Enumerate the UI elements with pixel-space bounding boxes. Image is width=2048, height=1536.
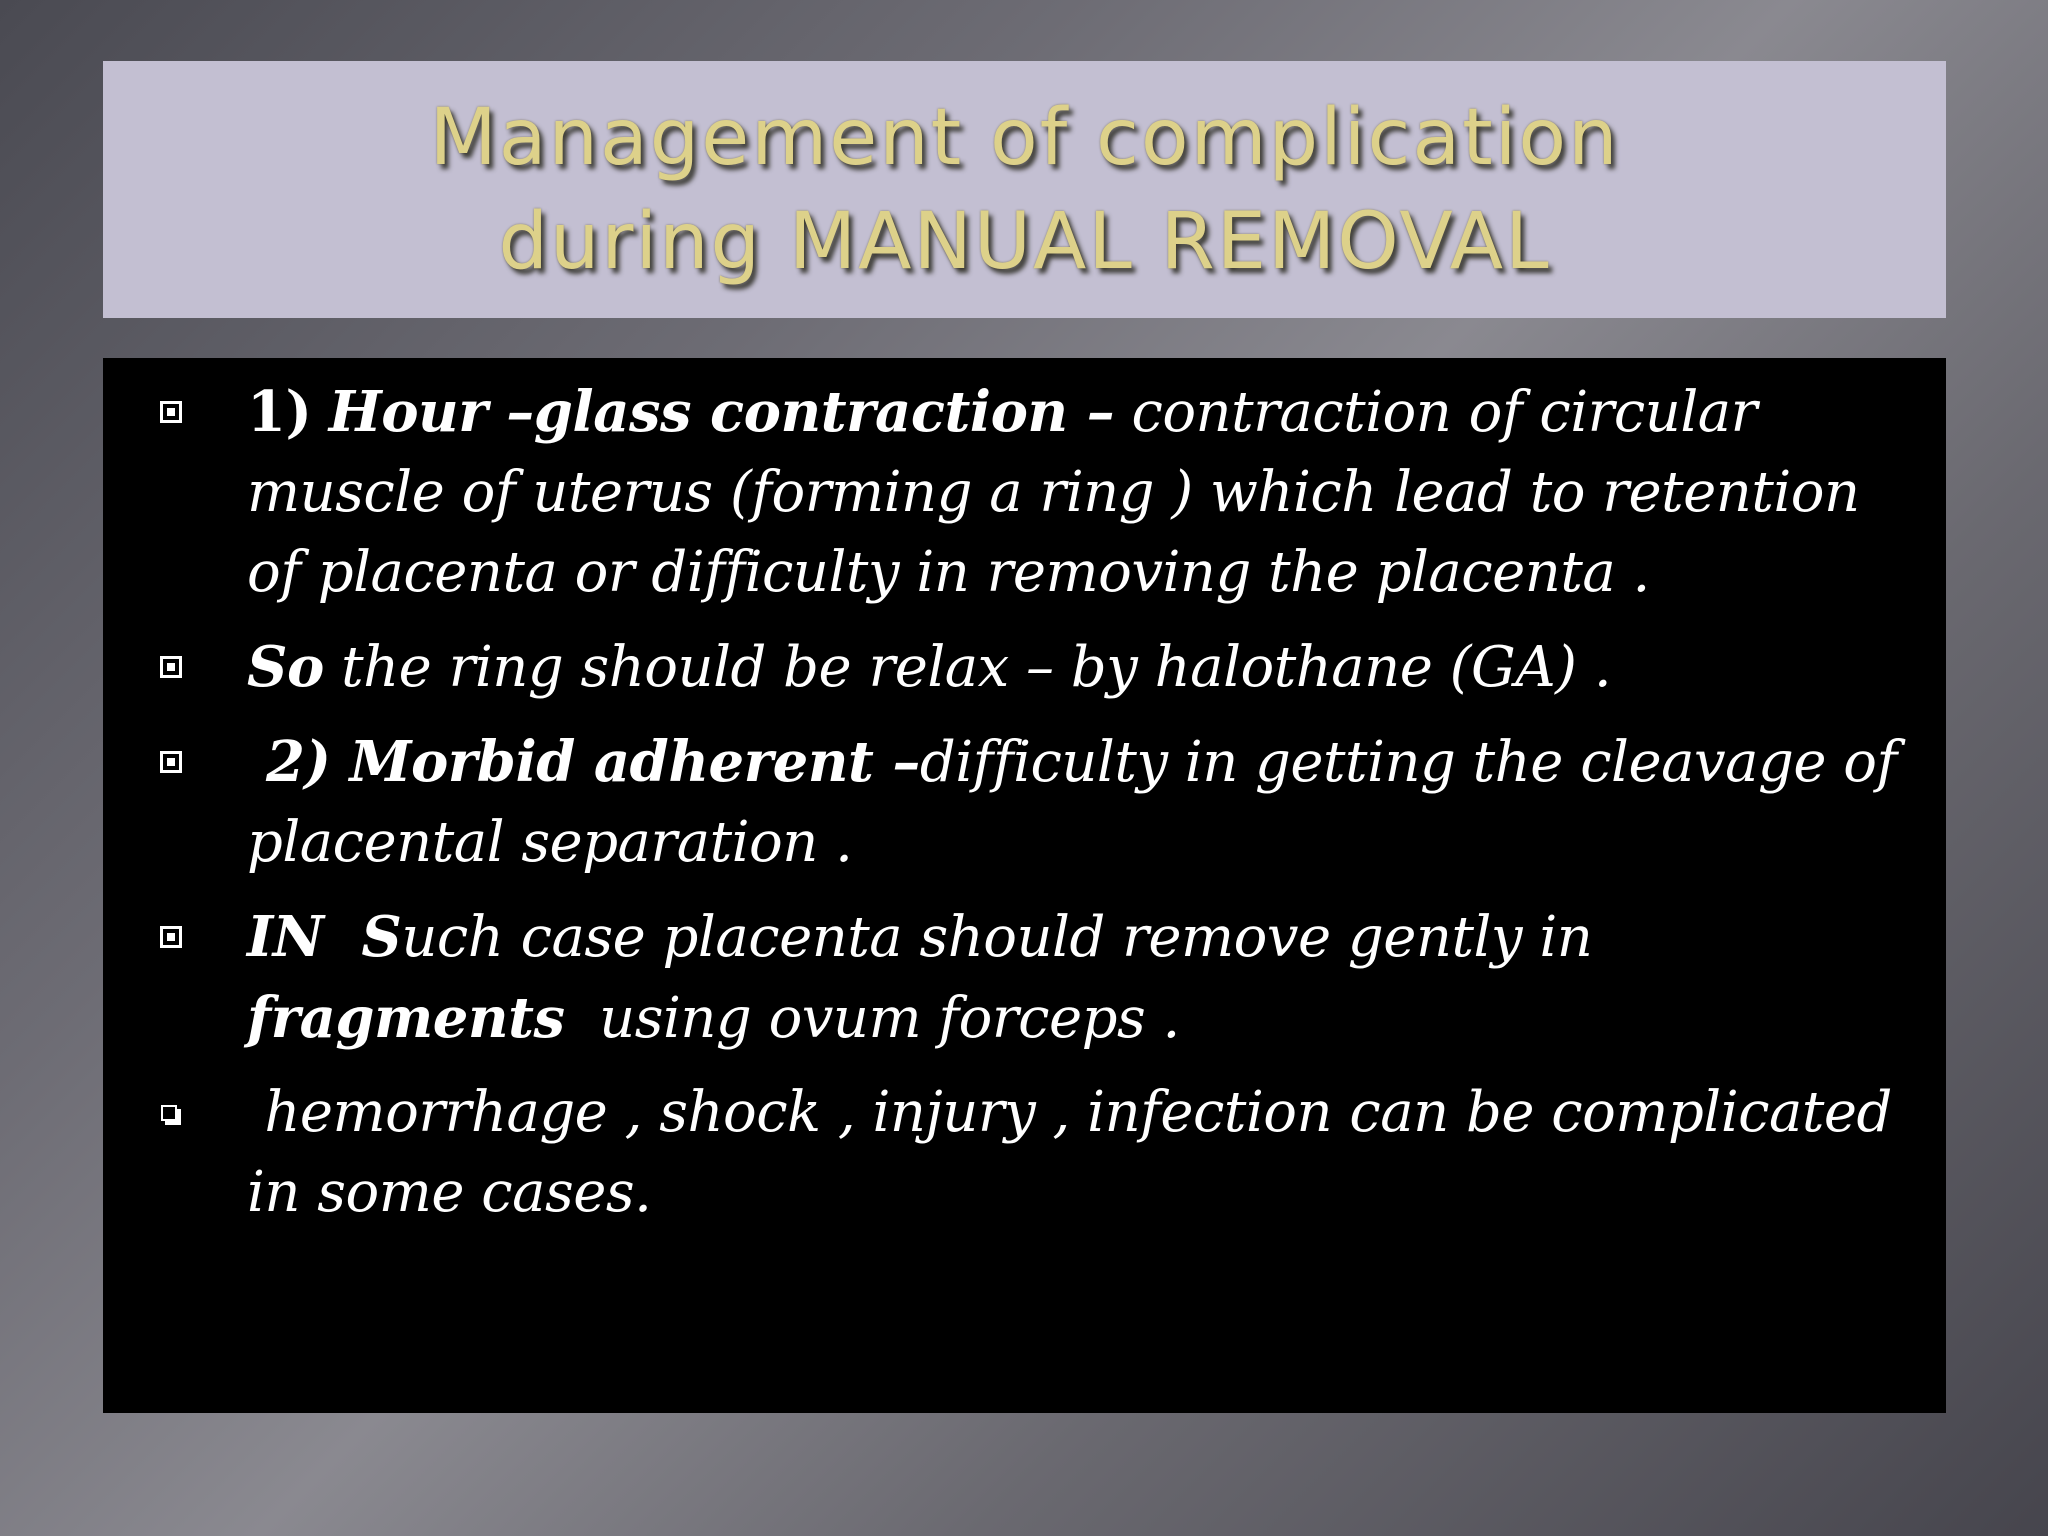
bullet-item — [143, 627, 1916, 708]
bullet-bold-text: IN S — [247, 904, 402, 970]
bullet-marker — [143, 627, 247, 707]
bullet-number: 1) — [247, 379, 312, 445]
bullet-text — [247, 722, 1916, 883]
title-line-2: during MANUAL REMOVAL — [498, 196, 1551, 287]
bullet-marker — [143, 722, 247, 802]
title-banner — [103, 61, 1946, 318]
bullet-marker — [143, 1073, 247, 1153]
bullet-marker — [143, 897, 247, 977]
bullet-body-text: difficulty in getting the cleavage of placental separation . — [247, 730, 1897, 875]
bullet-body-text: using ovum forceps . — [564, 986, 1180, 1051]
bullet-text — [247, 1073, 1927, 1233]
bullet-body-text: the ring should be relax – by halothane (GA) . — [323, 635, 1612, 700]
bullet-body-text: uch case placenta should remove gently in — [401, 905, 1593, 970]
bullet-text — [247, 372, 1916, 613]
title-line-1: Management of complication — [429, 92, 1620, 183]
bullet-text — [247, 627, 1611, 708]
shadow-box-bullet-icon — [161, 1105, 177, 1121]
bullet-bold-text: Hour –glass contraction – — [328, 379, 1115, 445]
bullet-body-text: hemorrhage , shock , injury , infection can be complicated in some cases. — [247, 1080, 1927, 1225]
bullet-marker — [143, 372, 247, 452]
box-dot-bullet-icon — [160, 751, 182, 773]
bullet-item — [143, 722, 1916, 883]
bullet-bold-text: 2) Morbid adherent – — [247, 729, 920, 795]
bullet-item — [143, 897, 1916, 1059]
bullet-item — [143, 372, 1916, 613]
bullet-bold-text: fragments — [247, 985, 565, 1051]
bullet-bold-text: So — [247, 634, 324, 700]
box-dot-bullet-icon — [160, 656, 182, 678]
content-panel — [103, 358, 1946, 1413]
bullet-body-text: contraction of circular muscle of uterus (forming a ring ) which lead to retention of placenta or difficulty in removing the placenta . — [247, 380, 1860, 605]
bullet-text — [247, 897, 1916, 1059]
box-dot-bullet-icon — [160, 926, 182, 948]
bullet-item — [143, 1073, 1927, 1233]
box-dot-bullet-icon — [160, 401, 182, 423]
